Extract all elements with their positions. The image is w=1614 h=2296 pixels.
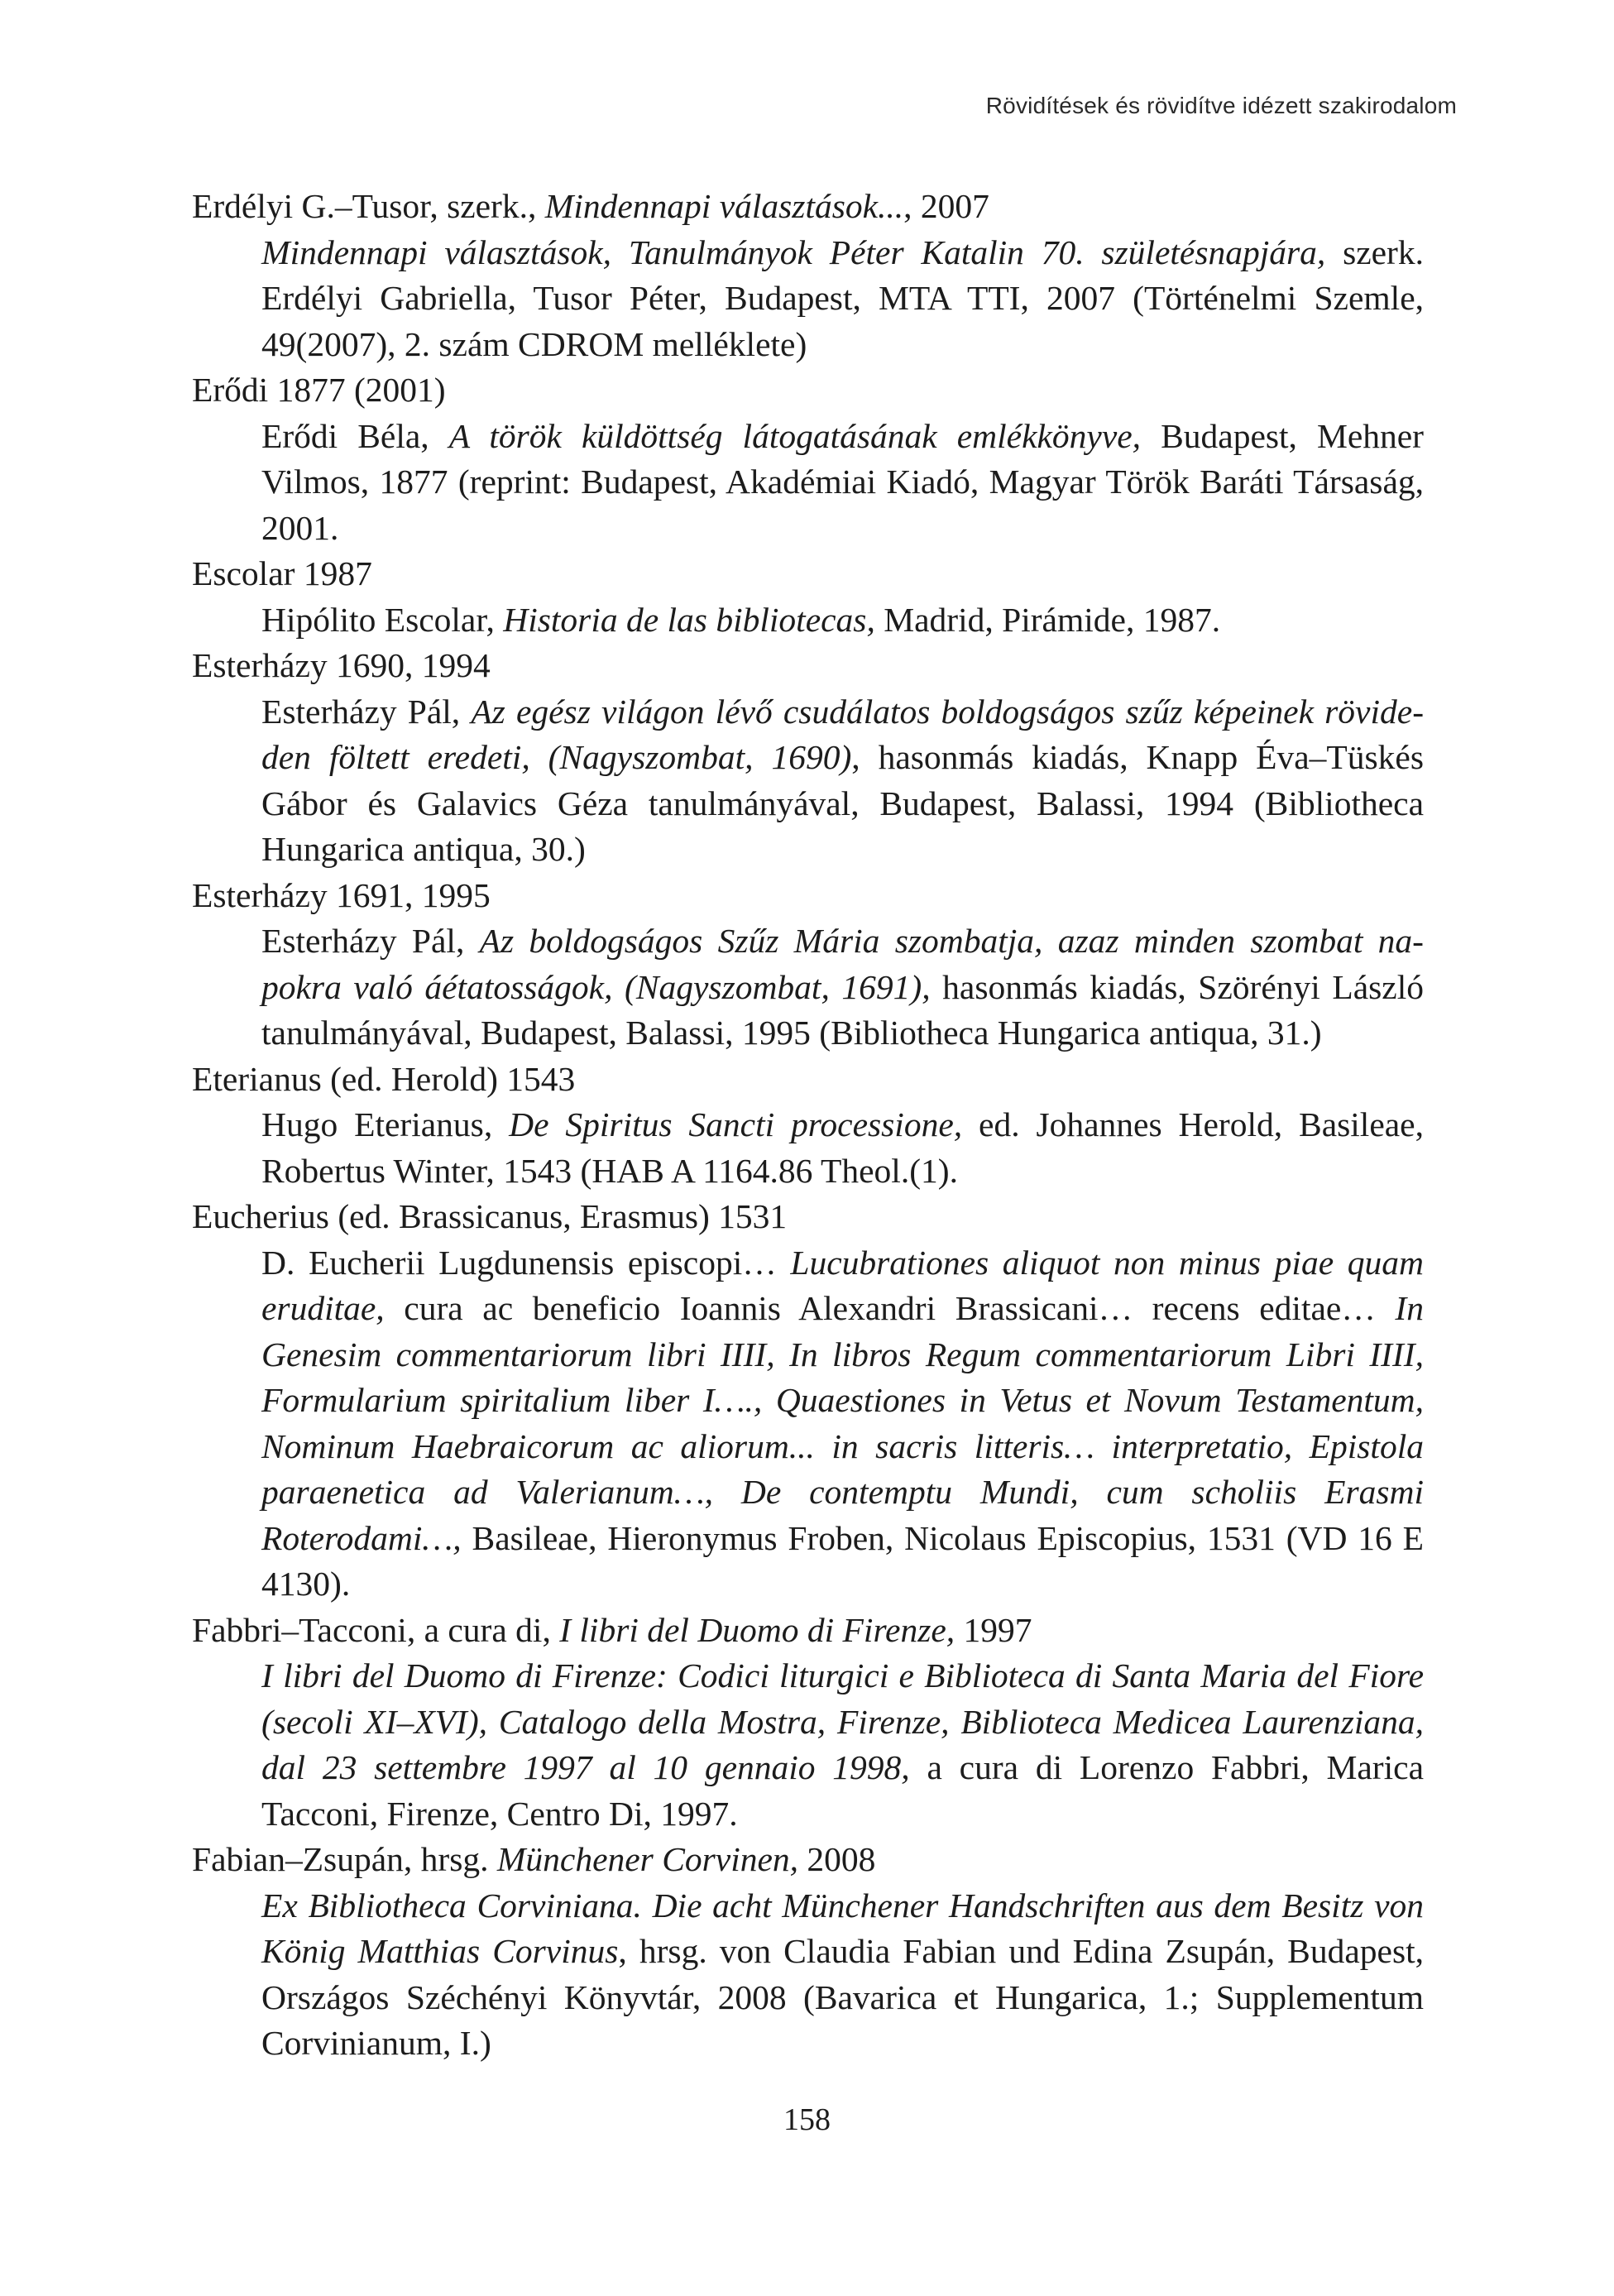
bibliography-entry <box>192 643 1424 873</box>
reference-text: Esterházy Pál, <box>261 922 480 960</box>
reference-text: szerk. Erdélyi Gabriella, Tusor Péter, Budapest, MTA TTI, 2007 (Történelmi Szemle, 49(2007), 2. szám CDROM melléklete) <box>261 232 1425 363</box>
reference-text: Escolar 1987 <box>192 554 372 592</box>
entry-short-title <box>192 184 1424 230</box>
entry-full-reference <box>261 1653 1424 1837</box>
reference-text: Madrid, Pirámide, 1987. <box>874 600 1221 639</box>
reference-text: Hipólito Escolar, <box>261 600 504 639</box>
bibliography-entry <box>192 551 1424 643</box>
entry-short-title <box>192 873 1424 919</box>
reference-text: 2008 <box>798 1840 876 1878</box>
reference-text: cura ac beneficio Ioannis Alexandri Brassicani… recens editae… <box>384 1289 1396 1327</box>
italic-title-text: Az boldogságos Szűz Mária szombatja, azaz minden szombat napokra való áétatosságok, (Nagyszombat, 1691), <box>261 922 1424 1006</box>
entry-full-reference <box>261 597 1424 644</box>
bibliography-entry <box>192 367 1424 551</box>
reference-text: a cura di Lorenzo Fabbri, Marica Tacconi, Firenze, Centro Di, 1997. <box>261 1748 1424 1833</box>
running-head: Rövidítések és rövidítve idézett szakirodalom <box>985 93 1457 118</box>
entry-full-reference <box>261 230 1424 368</box>
italic-title-text: Lucubrationes aliquot non minus piae quam eruditae, <box>261 1243 1424 1327</box>
entry-short-title <box>192 1057 1424 1103</box>
page-number: 158 <box>783 2102 831 2137</box>
entry-short-title <box>192 367 1424 414</box>
reference-text: hasonmás kiadás, Szörényi László tanulmányával, Budapest, Balassi, 1995 (Bibliotheca Hungarica antiqua, 31.) <box>261 967 1424 1052</box>
reference-text: Budapest, Mehner Vilmos, 1877 (reprint: Budapest, Akadémiai Kiadó, Magyar Török Baráti Társaság, 2001. <box>261 416 1425 547</box>
reference-text: Erődi Béla, <box>261 416 449 455</box>
reference-text: 1997 <box>955 1610 1032 1649</box>
italic-title-text: I libri del Duomo di Firenze, <box>559 1610 955 1649</box>
italic-title-text: A török küldöttség látogatásának emlékkönyve, <box>448 416 1142 455</box>
reference-text: Hugo Eterianus, <box>261 1105 510 1143</box>
reference-text: Fabian–Zsupán, hrsg. <box>192 1840 497 1878</box>
entry-full-reference <box>261 1102 1424 1194</box>
reference-text: Eucherius (ed. Brassicanus, Erasmus) 1531 <box>192 1197 788 1235</box>
reference-text: Esterházy Pál, <box>261 692 472 731</box>
reference-text: Erdélyi G.–Tusor, szerk., <box>192 187 545 225</box>
entry-full-reference <box>261 689 1424 873</box>
entry-full-reference <box>261 414 1424 552</box>
italic-title-text: I libri del Duomo di Firenze: Codici liturgici e Biblioteca di Santa Maria del Fiore (secoli XI–XVI), Catalogo della Mostra, Firenze, Biblioteca Medicea Laurenziana, dal 23 settembre 1997 al 10 gennaio 1998, <box>261 1656 1424 1786</box>
bibliography-entry <box>192 873 1424 1057</box>
entry-short-title <box>192 643 1424 689</box>
bibliography-entry <box>192 1057 1424 1195</box>
reference-text: Fabbri–Tacconi, a cura di, <box>192 1610 560 1649</box>
italic-title-text: Mindennapi választások, Tanulmányok Péter Katalin 70. születésnapjára, <box>261 232 1326 271</box>
reference-text: Erődi 1877 (2001) <box>192 371 446 409</box>
bibliography-entry <box>192 1837 1424 2067</box>
italic-title-text: De Spiritus Sancti processione, <box>509 1105 963 1143</box>
bibliography-entry <box>192 1608 1424 1838</box>
italic-title-text: In Genesim commentariorum libri IIII, In libros Regum commentariorum Libri IIII, Formularium spiritalium liber I…., Quaestiones in Vetus et Novum Testamentum, Nominum Haebraicorum ac aliorum... in sacris litteris… interpretatio, Epistola paraenetica ad Valerianum…, De contemptu Mundi, cum scholiis Erasmi Roterodami…, <box>261 1289 1424 1557</box>
reference-text: Eterianus (ed. Herold) 1543 <box>192 1059 576 1098</box>
entry-full-reference <box>261 1240 1424 1608</box>
reference-text: Esterházy 1690, 1994 <box>192 646 491 684</box>
bibliography-list <box>192 184 1424 2067</box>
reference-text: , 2007 <box>903 187 989 225</box>
entry-full-reference <box>261 918 1424 1057</box>
entry-short-title <box>192 1608 1424 1654</box>
reference-text: , hasonmás kiadás, Knapp Éva–Tüskés Gábor és Galavics Géza tanulmányával, Budapest, Balassi, 1994 (Bibliotheca Hungarica antiqua, 30.) <box>261 738 1424 868</box>
bibliography-entry <box>192 184 1424 367</box>
bibliography-entry <box>192 1194 1424 1608</box>
entry-full-reference <box>261 1883 1424 2067</box>
entry-short-title <box>192 551 1424 597</box>
entry-short-title <box>192 1194 1424 1240</box>
reference-text: Esterházy 1691, 1995 <box>192 875 491 914</box>
italic-title-text: Münchener Corvinen, <box>496 1840 799 1878</box>
italic-title-text: Mindennapi választások... <box>544 187 904 225</box>
italic-title-text: Ex Bibliotheca Corviniana. Die acht Münchener Handschriften aus dem Besitz von König Matthias Corvinus <box>261 1886 1424 1970</box>
reference-text: ed. Johannes Herold, Basileae, Robertus Winter, 1543 (HAB A 1164.86 Theol.(1). <box>261 1105 1424 1190</box>
italic-title-text: Az egész világon lévő csudálatos boldogságos szűz képeinek rövideden föltett eredeti, (Nagyszombat, 1690) <box>261 692 1425 776</box>
reference-text: , hrsg. von Claudia Fabian und Edina Zsupán, Budapest, Országos Széchényi Könyvtár, 2008 (Bavarica et Hungarica, 1.; Supplementum Corvinianum, I.) <box>261 1932 1425 2062</box>
italic-title-text: Historia de las bibliotecas, <box>503 600 875 639</box>
entry-short-title <box>192 1837 1424 1883</box>
reference-text: D. Eucherii Lugdunensis episcopi… <box>261 1243 791 1282</box>
reference-text: Basileae, Hieronymus Froben, Nicolaus Episcopius, 1531 (VD 16 E 4130). <box>261 1518 1424 1603</box>
